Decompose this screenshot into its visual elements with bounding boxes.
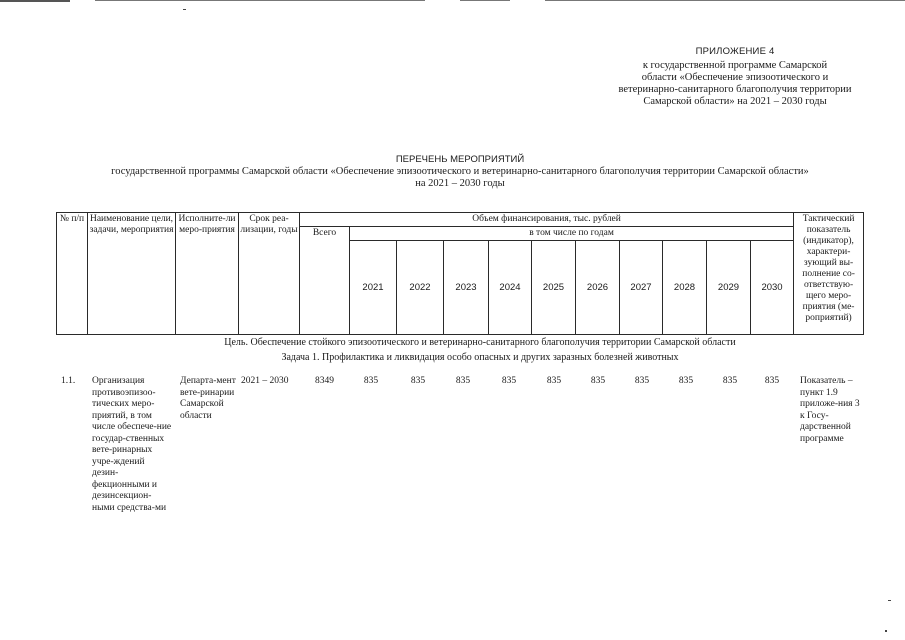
scan-speck: [183, 9, 186, 10]
header-year: 2029: [707, 241, 751, 335]
header-year: 2023: [444, 241, 489, 335]
header-year: 2021: [350, 241, 397, 335]
appendix-line: к государственной программе Самарской: [642, 60, 828, 71]
header-year: 2028: [663, 241, 707, 335]
row-value-2025: 835: [546, 376, 562, 386]
appendix-line: ветеринарно-санитарного благополучия территории: [618, 84, 852, 95]
row-value-2023: 835: [455, 376, 471, 386]
row-value-2022: 835: [410, 376, 426, 386]
scan-edge-artifact: [0, 0, 70, 2]
header-year: 2025: [532, 241, 576, 335]
appendix-block: [600, 46, 870, 108]
scan-edge-artifact: [545, 0, 905, 1]
scan-edge-artifact: [95, 0, 425, 1]
header-by-years: в том числе по годам: [350, 227, 794, 241]
row-value-2021: 835: [363, 376, 379, 386]
row-value-2029: 835: [722, 376, 738, 386]
appendix-line: Самарской области» на 2021 – 2030 годы: [643, 96, 827, 107]
row-term: 2021 – 2030: [241, 376, 289, 386]
scan-speck: [888, 600, 891, 601]
header-year: 2030: [751, 241, 794, 335]
row-indicator: Показатель – пункт 1.9 приложе-ния 3 к Госу-дарственной программе: [800, 376, 860, 444]
header-year: 2026: [576, 241, 620, 335]
row-value-2024: 835: [501, 376, 517, 386]
header-indicator: Тактический показатель (индикатор), характери-зующий вы-полнение со-ответствую-щего меро-приятия (ме-роприятий): [794, 213, 864, 335]
header-name: Наименование цели, задачи, мероприятия: [88, 213, 176, 335]
row-value-2027: 835: [634, 376, 650, 386]
header-year: 2022: [397, 241, 444, 335]
header-term: Срок реа-лизации, годы: [239, 213, 300, 335]
header-year: 2024: [489, 241, 532, 335]
row-total: 8349: [315, 376, 334, 386]
document-title: [40, 154, 880, 190]
appendix-line: области «Обеспечение эпизоотического и: [641, 72, 829, 83]
row-value-2030: 835: [764, 376, 780, 386]
header-total: Всего: [300, 227, 350, 335]
header-funding: Объем финансирования, тыс. рублей: [300, 213, 794, 227]
scan-speck: [885, 630, 887, 632]
row-name: Организация противоэпизоо-тических меро-приятий, в том числе обеспече-ние государ-ственных вете-ринарных учре-ждений дезин-фекционными и дезинсекцион-ными средства-ми: [92, 376, 172, 513]
row-num: 1.1.: [61, 376, 76, 386]
measures-table-header: [56, 212, 864, 335]
document-heading: ПЕРЕЧЕНЬ МЕРОПРИЯТИЙ: [395, 154, 525, 165]
goal-line: Цель. Обеспечение стойкого эпизоотического и ветеринарно-санитарного благополучия территории Самарской области: [224, 337, 736, 348]
document-subheading: государственной программы Самарской области «Обеспечение эпизоотического и ветеринарно-санитарного благополучия территории Самарской области»: [111, 166, 809, 177]
document-period: на 2021 – 2030 годы: [415, 178, 505, 189]
header-year: 2027: [620, 241, 663, 335]
task-line: Задача 1. Профилактика и ликвидация особо опасных и других заразных болезней животных: [281, 352, 679, 363]
scan-edge-artifact: [460, 0, 510, 1]
row-executor: Департа-мент вете-ринарии Самарской области: [180, 376, 236, 421]
row-value-2026: 835: [590, 376, 606, 386]
row-value-2028: 835: [678, 376, 694, 386]
header-num: № п/п: [57, 213, 88, 335]
appendix-title: ПРИЛОЖЕНИЕ 4: [695, 46, 775, 57]
header-executor: Исполните-ли меро-приятия: [176, 213, 239, 335]
table-row: [0, 376, 905, 546]
